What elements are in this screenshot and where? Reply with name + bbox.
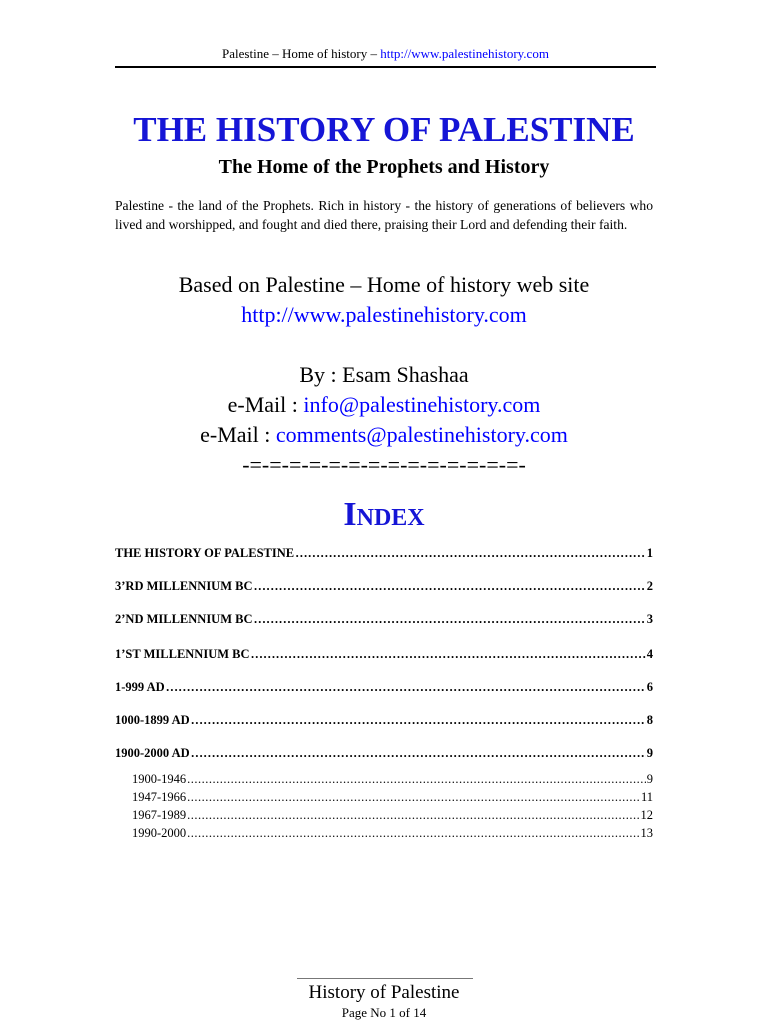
index-title xyxy=(0,493,768,540)
header-link[interactable]: http://www.palestinehistory.com xyxy=(380,46,549,61)
toc-entry-label: THE HISTORY OF PALESTINE xyxy=(115,546,295,560)
toc-entry[interactable] xyxy=(115,579,653,594)
email-line-1 xyxy=(0,390,768,420)
email-label: e-Mail : xyxy=(227,392,304,417)
based-on-block xyxy=(0,270,768,330)
toc-entry-label: 1-999 AD xyxy=(115,680,165,694)
toc-leader-dots xyxy=(187,826,639,841)
toc-entry-label: 1900-2000 AD xyxy=(115,746,190,760)
toc-subentry-label: 1967-1989 xyxy=(132,808,187,822)
toc-entry-page: 6 xyxy=(646,680,653,694)
toc-entry-label: 3’RD MILLENNIUM BC xyxy=(115,579,253,593)
toc-entry[interactable] xyxy=(115,647,653,662)
header-text: Palestine – Home of history – xyxy=(222,46,381,61)
toc-subentry[interactable] xyxy=(132,826,653,841)
toc-leader-dots xyxy=(191,713,646,728)
toc-entry-page: 8 xyxy=(646,713,653,727)
toc-entry[interactable] xyxy=(115,546,653,561)
toc-subentry[interactable] xyxy=(132,772,653,787)
toc-subentry-page: 11 xyxy=(640,790,653,804)
separator-line: -=-=-=-=-=-=-=-=-=-=-=-=-=-=- xyxy=(242,452,526,477)
footer-title: History of Palestine xyxy=(308,982,460,1003)
email-link-comments[interactable]: comments@palestinehistory.com xyxy=(275,422,568,447)
toc-subentry-page: 12 xyxy=(640,808,653,822)
email-link-info[interactable]: info@palestinehistory.com xyxy=(303,392,541,417)
toc-entry[interactable] xyxy=(115,713,653,728)
based-on-link[interactable]: http://www.palestinehistory.com xyxy=(241,302,527,327)
toc-leader-dots xyxy=(191,746,646,761)
toc-leader-dots xyxy=(251,647,646,662)
index-title-initial: I xyxy=(343,496,357,533)
toc-leader-dots xyxy=(187,772,646,787)
toc-entry[interactable] xyxy=(115,746,653,761)
toc-entry-label: 1’ST MILLENNIUM BC xyxy=(115,647,250,661)
footer-rule xyxy=(297,978,473,979)
toc-entry-label: 2’ND MILLENNIUM BC xyxy=(115,612,253,626)
toc-leader-dots xyxy=(295,546,646,561)
footer-page-number: Page No 1 of 14 xyxy=(341,1005,427,1020)
toc-leader-dots xyxy=(166,680,646,695)
author-name: By : Esam Shashaa xyxy=(299,362,469,387)
toc-entry-page: 9 xyxy=(646,746,653,760)
based-on-text: Based on Palestine – Home of history web site xyxy=(178,272,590,297)
toc-entry-page: 1 xyxy=(646,546,653,560)
email-line-2 xyxy=(0,420,768,450)
toc-subentry[interactable] xyxy=(132,790,653,805)
toc-subentry-page: 13 xyxy=(640,826,653,840)
toc-subentry-label: 1900-1946 xyxy=(132,772,187,786)
toc-subentry-label: 1947-1966 xyxy=(132,790,187,804)
toc-leader-dots xyxy=(187,808,639,823)
intro-paragraph: Palestine - the land of the Prophets. Rich in history - the history of generations of believers who lived and worshipped, and fought and died there, praising their Lord and defending their faith. xyxy=(115,198,653,232)
toc-entry-page: 2 xyxy=(646,579,653,593)
toc-entry[interactable] xyxy=(115,680,653,695)
toc-entry-page: 4 xyxy=(646,647,653,661)
toc-subentry-label: 1990-2000 xyxy=(132,826,187,840)
toc-leader-dots xyxy=(254,579,646,594)
email-label: e-Mail : xyxy=(200,422,276,447)
author-block xyxy=(0,360,768,480)
toc-leader-dots xyxy=(254,612,646,627)
header-rule xyxy=(115,66,656,68)
toc-entry-page: 3 xyxy=(646,612,653,626)
page-title: THE HISTORY OF PALESTINE xyxy=(133,110,635,149)
toc-leader-dots xyxy=(187,790,640,805)
toc-subentry[interactable] xyxy=(132,808,653,823)
index-title-rest: NDEX xyxy=(356,505,425,531)
page-header xyxy=(115,44,656,64)
page-subtitle: The Home of the Prophets and History xyxy=(218,156,550,178)
toc-entry[interactable] xyxy=(115,612,653,627)
toc-subentry-page: 9 xyxy=(646,772,653,786)
toc-entry-label: 1000-1899 AD xyxy=(115,713,190,727)
